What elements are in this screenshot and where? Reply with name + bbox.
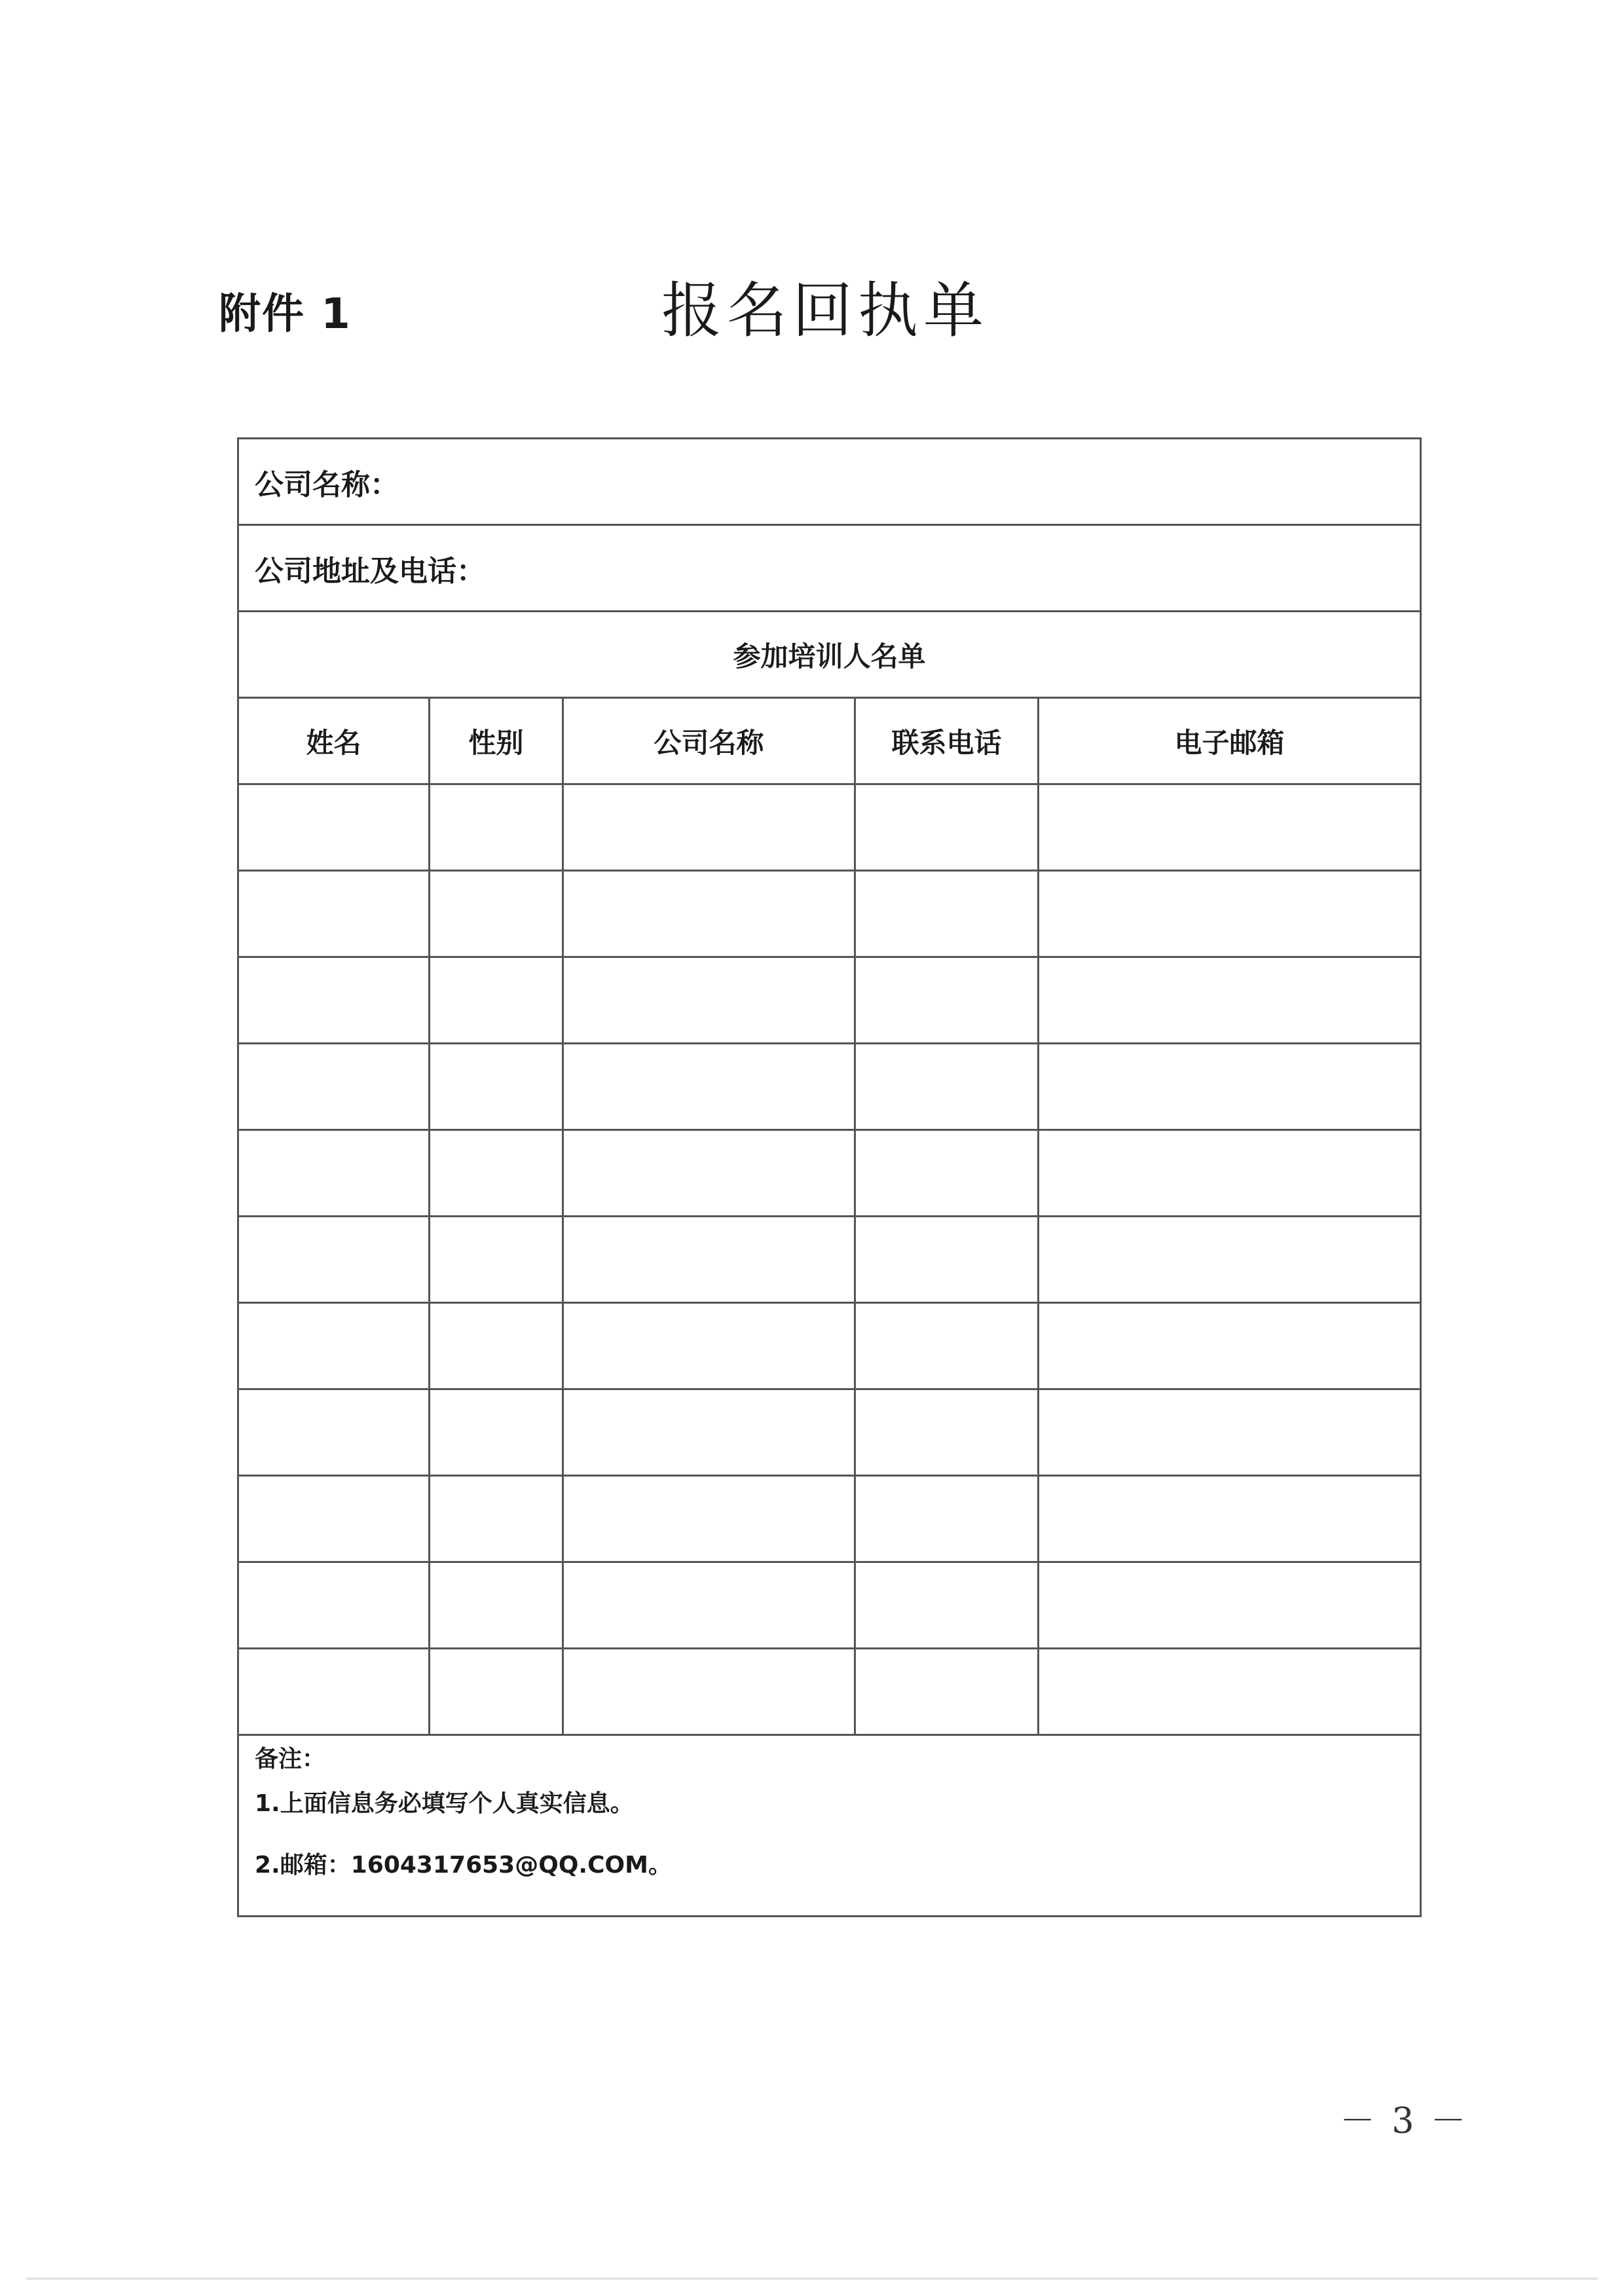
column-header-email: 电子邮箱 xyxy=(1039,698,1421,784)
participant-company-cell[interactable] xyxy=(563,1044,855,1130)
participant-name-cell[interactable] xyxy=(238,1476,430,1562)
footer-rule xyxy=(26,2277,1598,2280)
participant-email-cell[interactable] xyxy=(1039,1649,1421,1735)
participant-name-cell[interactable] xyxy=(238,784,430,871)
participant-gender-cell[interactable] xyxy=(430,1476,563,1562)
participant-phone-cell[interactable] xyxy=(855,957,1039,1044)
participant-row xyxy=(238,871,1421,957)
participant-email-cell[interactable] xyxy=(1039,1303,1421,1389)
participant-row xyxy=(238,1130,1421,1217)
participant-company-cell[interactable] xyxy=(563,1476,855,1562)
participants-section-title: 参加培训人名单 xyxy=(238,612,1421,698)
participant-gender-cell[interactable] xyxy=(430,1649,563,1735)
participant-email-cell[interactable] xyxy=(1039,784,1421,871)
participant-row xyxy=(238,1476,1421,1562)
company-name-row xyxy=(238,439,1421,525)
participant-company-cell[interactable] xyxy=(563,1389,855,1476)
participant-gender-cell[interactable] xyxy=(430,1562,563,1649)
participant-name-cell[interactable] xyxy=(238,871,430,957)
participants-section-row xyxy=(238,612,1421,698)
participant-email-cell[interactable] xyxy=(1039,1562,1421,1649)
participant-phone-cell[interactable] xyxy=(855,1476,1039,1562)
participant-gender-cell[interactable] xyxy=(430,1044,563,1130)
participant-phone-cell[interactable] xyxy=(855,1389,1039,1476)
participant-name-cell[interactable] xyxy=(238,1649,430,1735)
participant-row xyxy=(238,1562,1421,1649)
column-header-gender: 性别 xyxy=(430,698,563,784)
notes-cell xyxy=(238,1735,1421,1917)
participant-row xyxy=(238,1649,1421,1735)
participant-name-cell[interactable] xyxy=(238,1562,430,1649)
participant-email-cell[interactable] xyxy=(1039,1217,1421,1303)
participant-gender-cell[interactable] xyxy=(430,1303,563,1389)
participant-email-cell[interactable] xyxy=(1039,871,1421,957)
participant-email-cell[interactable] xyxy=(1039,1476,1421,1562)
notes-row xyxy=(238,1735,1421,1917)
participant-gender-cell[interactable] xyxy=(430,871,563,957)
participant-row xyxy=(238,957,1421,1044)
participant-phone-cell[interactable] xyxy=(855,1130,1039,1217)
participant-row xyxy=(238,1389,1421,1476)
participant-company-cell[interactable] xyxy=(563,1649,855,1735)
participant-company-cell[interactable] xyxy=(563,957,855,1044)
participant-phone-cell[interactable] xyxy=(855,784,1039,871)
participant-phone-cell[interactable] xyxy=(855,1303,1039,1389)
participants-header-row xyxy=(238,698,1421,784)
company-address-phone-label: 公司地址及电话： xyxy=(255,554,485,588)
column-header-phone: 联系电话 xyxy=(855,698,1039,784)
company-address-phone-row xyxy=(238,525,1421,612)
participant-phone-cell[interactable] xyxy=(855,1044,1039,1130)
participant-company-cell[interactable] xyxy=(563,1130,855,1217)
participant-phone-cell[interactable] xyxy=(855,1562,1039,1649)
participant-phone-cell[interactable] xyxy=(855,1217,1039,1303)
document-title: 报名回执单 xyxy=(661,276,989,346)
column-header-name: 姓名 xyxy=(238,698,430,784)
participant-phone-cell[interactable] xyxy=(855,871,1039,957)
company-name-field[interactable] xyxy=(238,439,1421,525)
company-name-label: 公司名称： xyxy=(255,468,399,502)
participant-email-cell[interactable] xyxy=(1039,957,1421,1044)
participant-company-cell[interactable] xyxy=(563,1217,855,1303)
participant-email-cell[interactable] xyxy=(1039,1130,1421,1217)
participant-company-cell[interactable] xyxy=(563,1303,855,1389)
participant-gender-cell[interactable] xyxy=(430,784,563,871)
participant-email-cell[interactable] xyxy=(1039,1044,1421,1130)
participant-company-cell[interactable] xyxy=(563,1562,855,1649)
participant-company-cell[interactable] xyxy=(563,871,855,957)
note-item-1: 1.上面信息务必填写个人真实信息。 xyxy=(255,1790,634,1817)
company-address-phone-field[interactable] xyxy=(238,525,1421,612)
page-number: － 3 － xyxy=(1340,2100,1469,2141)
participant-name-cell[interactable] xyxy=(238,1217,430,1303)
participant-company-cell[interactable] xyxy=(563,784,855,871)
participant-name-cell[interactable] xyxy=(238,957,430,1044)
participant-name-cell[interactable] xyxy=(238,1044,430,1130)
participant-gender-cell[interactable] xyxy=(430,1389,563,1476)
registration-form-table xyxy=(237,437,1422,1917)
participant-row xyxy=(238,1044,1421,1130)
participant-row xyxy=(238,784,1421,871)
column-header-company: 公司名称 xyxy=(563,698,855,784)
note-item-2: 2.邮箱：1604317653@QQ.COM。 xyxy=(255,1852,672,1879)
participant-name-cell[interactable] xyxy=(238,1389,430,1476)
participant-gender-cell[interactable] xyxy=(430,1130,563,1217)
notes-heading: 备注： xyxy=(255,1746,326,1772)
participant-phone-cell[interactable] xyxy=(855,1649,1039,1735)
participant-row xyxy=(238,1303,1421,1389)
participant-name-cell[interactable] xyxy=(238,1130,430,1217)
attachment-label: 附件 1 xyxy=(219,290,352,339)
participant-name-cell[interactable] xyxy=(238,1303,430,1389)
participant-email-cell[interactable] xyxy=(1039,1389,1421,1476)
participant-gender-cell[interactable] xyxy=(430,1217,563,1303)
participant-row xyxy=(238,1217,1421,1303)
participant-gender-cell[interactable] xyxy=(430,957,563,1044)
